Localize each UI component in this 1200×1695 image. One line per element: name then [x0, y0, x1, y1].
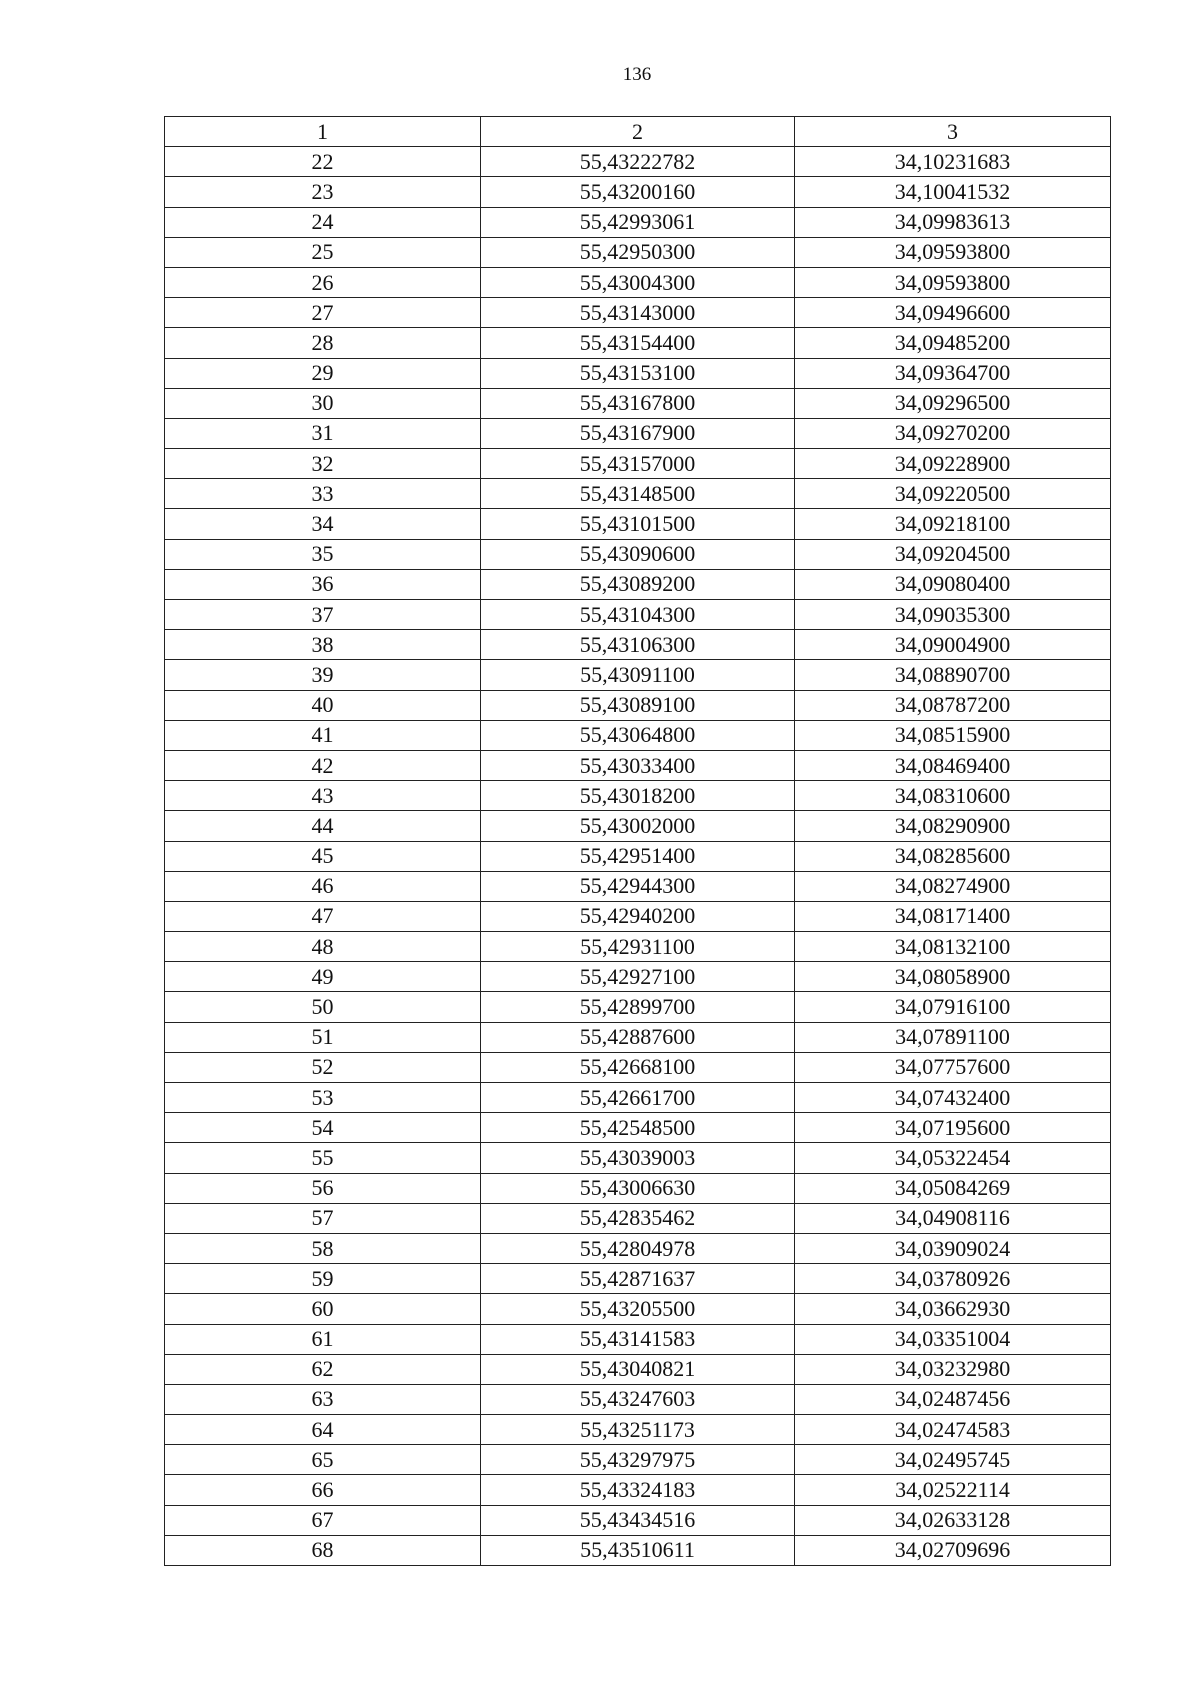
latitude-cell: 55,42871637 — [481, 1264, 795, 1294]
table-row — [165, 539, 1111, 569]
latitude-cell: 55,43167800 — [481, 388, 795, 418]
longitude-cell: 34,07757600 — [795, 1052, 1111, 1082]
table-row — [165, 901, 1111, 931]
point-number-cell: 34 — [165, 509, 481, 539]
table-row — [165, 690, 1111, 720]
table-row — [165, 1083, 1111, 1113]
longitude-cell: 34,08290900 — [795, 811, 1111, 841]
point-number-cell: 59 — [165, 1264, 481, 1294]
table-row — [165, 1324, 1111, 1354]
table-header-row — [165, 117, 1111, 147]
table-row — [165, 750, 1111, 780]
latitude-cell: 55,42940200 — [481, 901, 795, 931]
latitude-cell: 55,43089200 — [481, 569, 795, 599]
latitude-cell: 55,43200160 — [481, 177, 795, 207]
latitude-cell: 55,43167900 — [481, 418, 795, 448]
table-row — [165, 1384, 1111, 1414]
latitude-cell: 55,42993061 — [481, 207, 795, 237]
latitude-cell: 55,43297975 — [481, 1445, 795, 1475]
point-number-cell: 43 — [165, 781, 481, 811]
point-number-cell: 52 — [165, 1052, 481, 1082]
longitude-cell: 34,08058900 — [795, 962, 1111, 992]
longitude-cell: 34,10231683 — [795, 147, 1111, 177]
point-number-cell: 55 — [165, 1143, 481, 1173]
latitude-cell: 55,43089100 — [481, 690, 795, 720]
table-row — [165, 962, 1111, 992]
latitude-cell: 55,43510611 — [481, 1535, 795, 1565]
point-number-cell: 56 — [165, 1173, 481, 1203]
table-row — [165, 630, 1111, 660]
table-row — [165, 1415, 1111, 1445]
longitude-cell: 34,03909024 — [795, 1233, 1111, 1263]
latitude-cell: 55,43434516 — [481, 1505, 795, 1535]
longitude-cell: 34,08469400 — [795, 750, 1111, 780]
longitude-cell: 34,09228900 — [795, 449, 1111, 479]
latitude-cell: 55,43106300 — [481, 630, 795, 660]
longitude-cell: 34,08515900 — [795, 720, 1111, 750]
latitude-cell: 55,43002000 — [481, 811, 795, 841]
latitude-cell: 55,42548500 — [481, 1113, 795, 1143]
table-row — [165, 177, 1111, 207]
point-number-cell: 38 — [165, 630, 481, 660]
longitude-cell: 34,09593800 — [795, 237, 1111, 267]
table-row — [165, 1233, 1111, 1263]
point-number-cell: 23 — [165, 177, 481, 207]
table-row — [165, 509, 1111, 539]
longitude-cell: 34,02633128 — [795, 1505, 1111, 1535]
longitude-cell: 34,05084269 — [795, 1173, 1111, 1203]
latitude-cell: 55,43101500 — [481, 509, 795, 539]
latitude-cell: 55,43205500 — [481, 1294, 795, 1324]
table-row — [165, 237, 1111, 267]
table-row — [165, 207, 1111, 237]
table-row — [165, 1173, 1111, 1203]
point-number-cell: 49 — [165, 962, 481, 992]
longitude-cell: 34,09204500 — [795, 539, 1111, 569]
point-number-cell: 64 — [165, 1415, 481, 1445]
latitude-cell: 55,43324183 — [481, 1475, 795, 1505]
longitude-cell: 34,03662930 — [795, 1294, 1111, 1324]
point-number-cell: 46 — [165, 871, 481, 901]
longitude-cell: 34,09080400 — [795, 569, 1111, 599]
point-number-cell: 28 — [165, 328, 481, 358]
longitude-cell: 34,10041532 — [795, 177, 1111, 207]
latitude-cell: 55,42951400 — [481, 841, 795, 871]
latitude-cell: 55,43247603 — [481, 1384, 795, 1414]
table-row — [165, 1445, 1111, 1475]
point-number-cell: 29 — [165, 358, 481, 388]
point-number-cell: 45 — [165, 841, 481, 871]
latitude-cell: 55,42661700 — [481, 1083, 795, 1113]
latitude-cell: 55,43153100 — [481, 358, 795, 388]
latitude-cell: 55,42887600 — [481, 1022, 795, 1052]
longitude-cell: 34,09485200 — [795, 328, 1111, 358]
longitude-cell: 34,09296500 — [795, 388, 1111, 418]
point-number-cell: 22 — [165, 147, 481, 177]
point-number-cell: 68 — [165, 1535, 481, 1565]
longitude-cell: 34,09004900 — [795, 630, 1111, 660]
table-row — [165, 1113, 1111, 1143]
table-row — [165, 1475, 1111, 1505]
latitude-cell: 55,42668100 — [481, 1052, 795, 1082]
point-number-cell: 37 — [165, 600, 481, 630]
latitude-cell: 55,43104300 — [481, 600, 795, 630]
longitude-cell: 34,08171400 — [795, 901, 1111, 931]
latitude-cell: 55,42804978 — [481, 1233, 795, 1263]
table-row — [165, 1203, 1111, 1233]
longitude-cell: 34,07195600 — [795, 1113, 1111, 1143]
table-row — [165, 449, 1111, 479]
table-row — [165, 479, 1111, 509]
longitude-cell: 34,04908116 — [795, 1203, 1111, 1233]
table-row — [165, 1022, 1111, 1052]
longitude-cell: 34,08890700 — [795, 660, 1111, 690]
point-number-cell: 30 — [165, 388, 481, 418]
point-number-cell: 47 — [165, 901, 481, 931]
longitude-cell: 34,08310600 — [795, 781, 1111, 811]
table-row — [165, 1535, 1111, 1565]
point-number-cell: 54 — [165, 1113, 481, 1143]
longitude-cell: 34,07916100 — [795, 992, 1111, 1022]
latitude-cell: 55,42835462 — [481, 1203, 795, 1233]
point-number-cell: 63 — [165, 1384, 481, 1414]
point-number-cell: 62 — [165, 1354, 481, 1384]
table-row — [165, 298, 1111, 328]
point-number-cell: 57 — [165, 1203, 481, 1233]
point-number-cell: 25 — [165, 237, 481, 267]
point-number-cell: 35 — [165, 539, 481, 569]
table-row — [165, 1505, 1111, 1535]
latitude-cell: 55,43033400 — [481, 750, 795, 780]
latitude-cell: 55,42950300 — [481, 237, 795, 267]
longitude-cell: 34,09593800 — [795, 267, 1111, 297]
coordinates-table — [164, 116, 1111, 1566]
latitude-cell: 55,43064800 — [481, 720, 795, 750]
table-row — [165, 569, 1111, 599]
longitude-cell: 34,02487456 — [795, 1384, 1111, 1414]
longitude-cell: 34,09220500 — [795, 479, 1111, 509]
latitude-cell: 55,43251173 — [481, 1415, 795, 1445]
point-number-cell: 67 — [165, 1505, 481, 1535]
table-row — [165, 781, 1111, 811]
latitude-cell: 55,42931100 — [481, 932, 795, 962]
longitude-cell: 34,08285600 — [795, 841, 1111, 871]
point-number-cell: 50 — [165, 992, 481, 1022]
point-number-cell: 36 — [165, 569, 481, 599]
longitude-cell: 34,09364700 — [795, 358, 1111, 388]
latitude-cell: 55,43090600 — [481, 539, 795, 569]
point-number-cell: 27 — [165, 298, 481, 328]
table-row — [165, 932, 1111, 962]
latitude-cell: 55,43018200 — [481, 781, 795, 811]
longitude-cell: 34,03351004 — [795, 1324, 1111, 1354]
longitude-cell: 34,09496600 — [795, 298, 1111, 328]
column-header-1: 1 — [165, 117, 481, 147]
longitude-cell: 34,02474583 — [795, 1415, 1111, 1445]
latitude-cell: 55,43222782 — [481, 147, 795, 177]
longitude-cell: 34,02495745 — [795, 1445, 1111, 1475]
latitude-cell: 55,43040821 — [481, 1354, 795, 1384]
table-row — [165, 720, 1111, 750]
table-row — [165, 1143, 1111, 1173]
longitude-cell: 34,08787200 — [795, 690, 1111, 720]
latitude-cell: 55,42944300 — [481, 871, 795, 901]
latitude-cell: 55,43143000 — [481, 298, 795, 328]
table-row — [165, 811, 1111, 841]
longitude-cell: 34,02522114 — [795, 1475, 1111, 1505]
table-row — [165, 1354, 1111, 1384]
table-row — [165, 418, 1111, 448]
point-number-cell: 26 — [165, 267, 481, 297]
longitude-cell: 34,05322454 — [795, 1143, 1111, 1173]
point-number-cell: 44 — [165, 811, 481, 841]
longitude-cell: 34,08132100 — [795, 932, 1111, 962]
point-number-cell: 58 — [165, 1233, 481, 1263]
table-body — [165, 147, 1111, 1566]
longitude-cell: 34,03780926 — [795, 1264, 1111, 1294]
point-number-cell: 24 — [165, 207, 481, 237]
latitude-cell: 55,43148500 — [481, 479, 795, 509]
point-number-cell: 31 — [165, 418, 481, 448]
table-row — [165, 388, 1111, 418]
longitude-cell: 34,09035300 — [795, 600, 1111, 630]
table-row — [165, 1052, 1111, 1082]
longitude-cell: 34,02709696 — [795, 1535, 1111, 1565]
point-number-cell: 40 — [165, 690, 481, 720]
point-number-cell: 41 — [165, 720, 481, 750]
point-number-cell: 61 — [165, 1324, 481, 1354]
table-row — [165, 871, 1111, 901]
table-row — [165, 1264, 1111, 1294]
point-number-cell: 42 — [165, 750, 481, 780]
latitude-cell: 55,43006630 — [481, 1173, 795, 1203]
point-number-cell: 66 — [165, 1475, 481, 1505]
table-row — [165, 358, 1111, 388]
table-row — [165, 660, 1111, 690]
point-number-cell: 48 — [165, 932, 481, 962]
latitude-cell: 55,43004300 — [481, 267, 795, 297]
longitude-cell: 34,03232980 — [795, 1354, 1111, 1384]
latitude-cell: 55,42899700 — [481, 992, 795, 1022]
table-row — [165, 600, 1111, 630]
latitude-cell: 55,43157000 — [481, 449, 795, 479]
table-row — [165, 328, 1111, 358]
page-number: 136 — [622, 64, 652, 85]
longitude-cell: 34,09218100 — [795, 509, 1111, 539]
latitude-cell: 55,43141583 — [481, 1324, 795, 1354]
point-number-cell: 33 — [165, 479, 481, 509]
column-header-3: 3 — [795, 117, 1111, 147]
point-number-cell: 60 — [165, 1294, 481, 1324]
latitude-cell: 55,43039003 — [481, 1143, 795, 1173]
point-number-cell: 65 — [165, 1445, 481, 1475]
table-row — [165, 1294, 1111, 1324]
longitude-cell: 34,07432400 — [795, 1083, 1111, 1113]
table-row — [165, 267, 1111, 297]
table-row — [165, 841, 1111, 871]
point-number-cell: 53 — [165, 1083, 481, 1113]
latitude-cell: 55,43154400 — [481, 328, 795, 358]
longitude-cell: 34,07891100 — [795, 1022, 1111, 1052]
point-number-cell: 51 — [165, 1022, 481, 1052]
longitude-cell: 34,08274900 — [795, 871, 1111, 901]
column-header-2: 2 — [481, 117, 795, 147]
table-row — [165, 992, 1111, 1022]
point-number-cell: 39 — [165, 660, 481, 690]
longitude-cell: 34,09983613 — [795, 207, 1111, 237]
latitude-cell: 55,43091100 — [481, 660, 795, 690]
table-row — [165, 147, 1111, 177]
latitude-cell: 55,42927100 — [481, 962, 795, 992]
longitude-cell: 34,09270200 — [795, 418, 1111, 448]
point-number-cell: 32 — [165, 449, 481, 479]
